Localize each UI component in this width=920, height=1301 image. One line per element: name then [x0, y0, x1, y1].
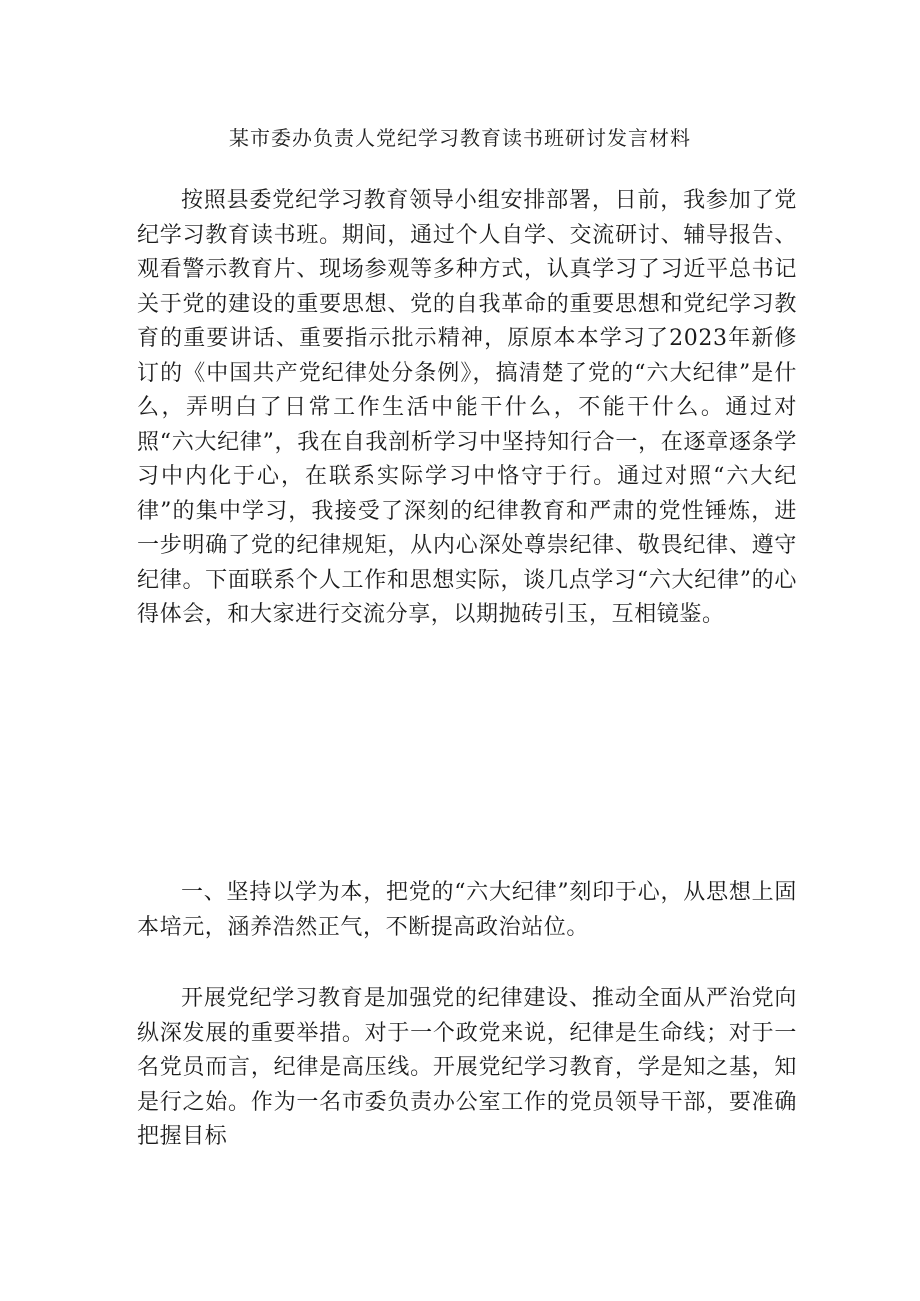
intro-paragraph: 按照县委党纪学习教育领导小组安排部署，日前，我参加了党纪学习教育读书班。期间，通过个人自学、交流研讨、辅导报告、观看警示教育片、现场参观等多种方式，认真学习了习近平总书记关于党的建设的重要思想、党的自我革命的重要思想和党纪学习教育的重要讲话、重要指示批示精神，原原本本学习了2023年新修订的《中国共产党纪律处分条例》，搞清楚了党的“六大纪律”是什么，弄明白了日常工作生活中能干什么，不能干什么。通过对照“六大纪律”，我在自我剖析学习中坚持知行合一，在逐章逐条学习中内化于心，在联系实际学习中恪守于行。通过对照“六大纪律”的集中学习，我接受了深刻的纪律教育和严肃的党性锤炼，进一步明确了党的纪律规矩，从内心深处尊崇纪律、敬畏纪律、遵守纪律。下面联系个人工作和思想实际，谈几点学习“六大纪律”的心得体会，和大家进行交流分享，以期抛砖引玉，互相镜鉴。	[137, 188, 797, 627]
section-heading-1: 一、坚持以学为本，把党的“六大纪律”刻印于心，从思想上固本培元，涵养浩然正气，不断提高政治站位。	[137, 880, 797, 940]
document-title: 某市委办负责人党纪学习教育读书班研讨发言材料	[229, 126, 691, 150]
section-1-paragraph: 开展党纪学习教育是加强党的纪律建设、推动全面从严治党向纵深发展的重要举措。对于一个政党来说，纪律是生命线；对于一名党员而言，纪律是高压线。开展党纪学习教育，学是知之基，知是行之始。作为一名市委负责办公室工作的党员领导干部，要准确把握目标	[137, 986, 797, 1149]
